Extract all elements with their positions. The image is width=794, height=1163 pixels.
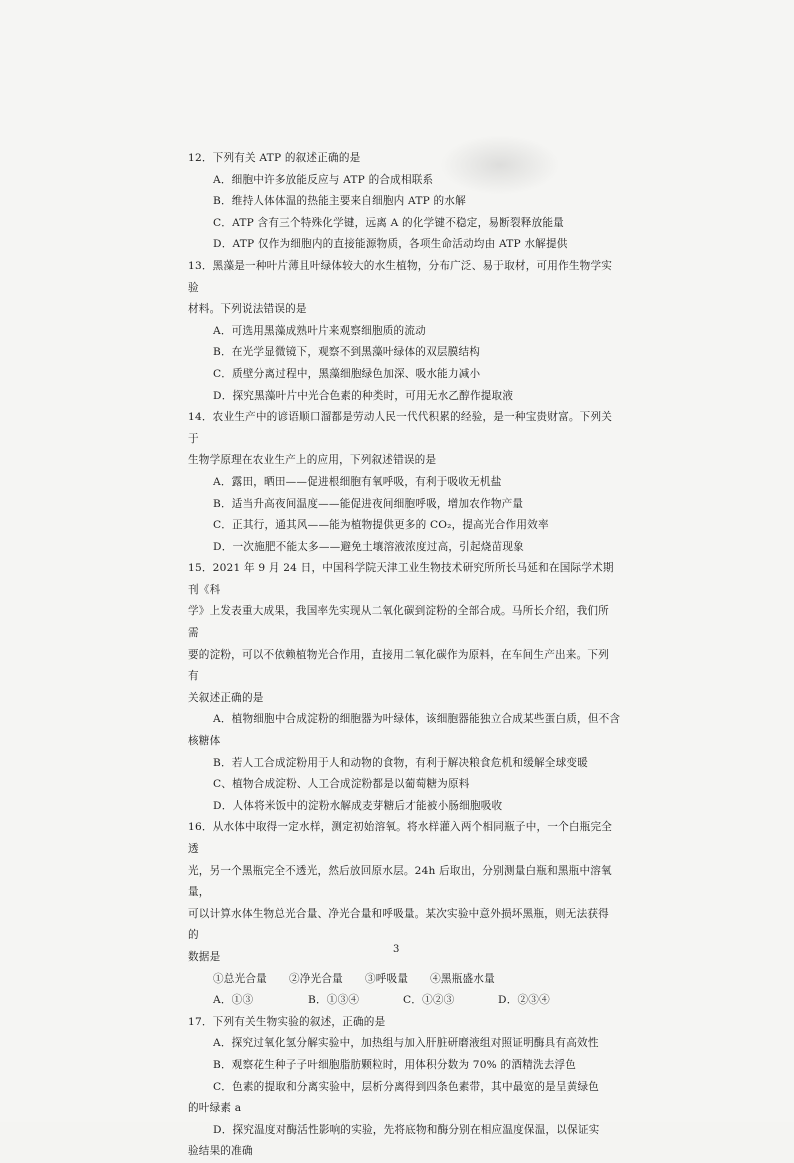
question-stem: 16．从水体中取得一定水样，测定初始溶氧。将水样灌入两个相同瓶子中，一个白瓶完全透 — [188, 821, 613, 855]
question-list — [188, 148, 621, 1163]
option-c: C．色素的提取和分离实验中，层析分离得到四条色素带，其中最宽的是呈黄绿色 — [213, 1080, 600, 1093]
item-3: ③呼吸量 — [364, 972, 409, 985]
option-a: A．探究过氧化氢分解实验中，加热组与加入肝脏研磨液组对照证明酶具有高效性 — [213, 1037, 599, 1050]
question-16 — [188, 817, 618, 1011]
question-stem-cont: 可以计算水体生物总光合量、净光合量和呼吸量。某次实验中意外损坏黑瓶，则无法获得的 — [188, 907, 609, 942]
page-number: 3 — [393, 944, 400, 955]
option-c: C．ATP 含有三个特殊化学键，远离 A 的化学键不稳定，易断裂释放能量 — [213, 216, 564, 229]
option-a: A．可选用黑藻成熟叶片来观察细胞质的流动 — [213, 324, 426, 337]
option-b: B．在光学显微镜下，观察不到黑藻叶绿体的双层膜结构 — [213, 346, 481, 359]
option-a-cont: 核糖体 — [188, 735, 221, 748]
question-stem: 15．2021 年 9 月 24 日，中国科学院天津工业生物技术研究所所长马延和在国际学术期刊《科 — [188, 562, 614, 596]
question-stem: 17．下列有关生物实验的叙述，正确的是 — [188, 1015, 386, 1028]
question-stem-cont: 光，另一个黑瓶完全不透光，然后放回原水层。24h 后取出，分别测量白瓶和黑瓶中溶氧量， — [188, 864, 612, 899]
item-list — [188, 969, 618, 991]
question-stem-cont: 要的淀粉，可以不依赖植物光合作用，直接用二氧化碳作为原料，在车间生产出来。下列有 — [188, 648, 609, 683]
option-c: C、植物合成淀粉、人工合成淀粉都是以葡萄糖为原料 — [213, 778, 470, 791]
question-stem-cont: 关叙述正确的是 — [188, 691, 264, 704]
item-1: ①总光合量 — [213, 972, 267, 985]
option-b: B．观察花生种子子叶细胞脂肪颗粒时，用体积分数为 70% 的酒精洗去浮色 — [213, 1058, 577, 1071]
option-d: D．人体将米饭中的淀粉水解成麦芽糖后才能被小肠细胞吸收 — [213, 799, 503, 812]
question-stem-cont: 生物学原理在农业生产上的应用，下列叙述错误的是 — [188, 454, 437, 467]
question-stem: 13．黑藻是一种叶片薄且叶绿体较大的水生植物，分布广泛、易于取材，可用作生物学实验 — [188, 259, 613, 294]
question-14 — [188, 407, 618, 558]
question-12 — [188, 148, 618, 256]
option-c: C．质壁分离过程中，黑藻细胞绿色加深、吸水能力减小 — [213, 367, 481, 380]
option-a: A．露田，晒田——促进根细胞有氧呼吸，有利于吸收无机盐 — [213, 475, 502, 488]
option-d: D．一次施肥不能太多——避免土壤溶液浓度过高，引起烧苗现象 — [213, 540, 524, 553]
option-d-cont: 验结果的准确 — [188, 1145, 253, 1158]
option-a: A．植物细胞中合成淀粉的细胞器为叶绿体，该细胞器能独立合成某些蛋白质，但不含 — [213, 713, 621, 726]
question-stem-cont: 数据是 — [188, 950, 221, 963]
option-d: D．②③④ — [498, 994, 550, 1007]
option-d: D．探究温度对酶活性影响的实验，先将底物和酶分别在相应温度保温，以保证实 — [213, 1123, 600, 1136]
option-b: B．维持人体体温的热能主要来自细胞内 ATP 的水解 — [213, 195, 466, 208]
question-15 — [188, 558, 621, 817]
option-b: B．若人工合成淀粉用于人和动物的食物，有利于解决粮食危机和缓解全球变暖 — [213, 756, 588, 769]
question-stem-cont: 材料。下列说法错误的是 — [188, 303, 307, 316]
option-b: B．①③④ — [308, 994, 360, 1007]
item-2: ②净光合量 — [288, 972, 343, 985]
question-stem: 14．农业生产中的谚语顺口溜都是劳动人民一代代积累的经验，是一种宝贵财富。下列关于 — [188, 411, 613, 445]
question-stem-cont: 学》上发表重大成果，我国率先实现从二氧化碳到淀粉的全部合成。马所长介绍，我们所需 — [188, 605, 609, 640]
option-a: A．细胞中许多放能反应与 ATP 的合成相联系 — [213, 173, 434, 186]
item-4: ④黑瓶盛水量 — [430, 972, 495, 985]
option-c: C．①②③ — [403, 994, 455, 1007]
option-d: D．ATP 仅作为细胞内的直接能源物质，各项生命活动均由 ATP 水解提供 — [213, 238, 568, 251]
option-row — [188, 990, 618, 1012]
option-b: B．适当升高夜间温度——能促进夜间细胞呼吸，增加农作物产量 — [213, 497, 524, 510]
question-17 — [188, 1012, 618, 1163]
option-d: D．探究黑藻叶片中光合色素的种类时，可用无水乙醇作提取液 — [213, 389, 514, 402]
option-c-cont: 的叶绿素 a — [188, 1102, 242, 1115]
option-a: A．①③ — [213, 994, 254, 1007]
question-13 — [188, 256, 618, 407]
option-c: C．正其行，通其风——能为植物提供更多的 CO₂，提高光合作用效率 — [213, 519, 549, 532]
question-stem: 12．下列有关 ATP 的叙述正确的是 — [188, 152, 361, 164]
